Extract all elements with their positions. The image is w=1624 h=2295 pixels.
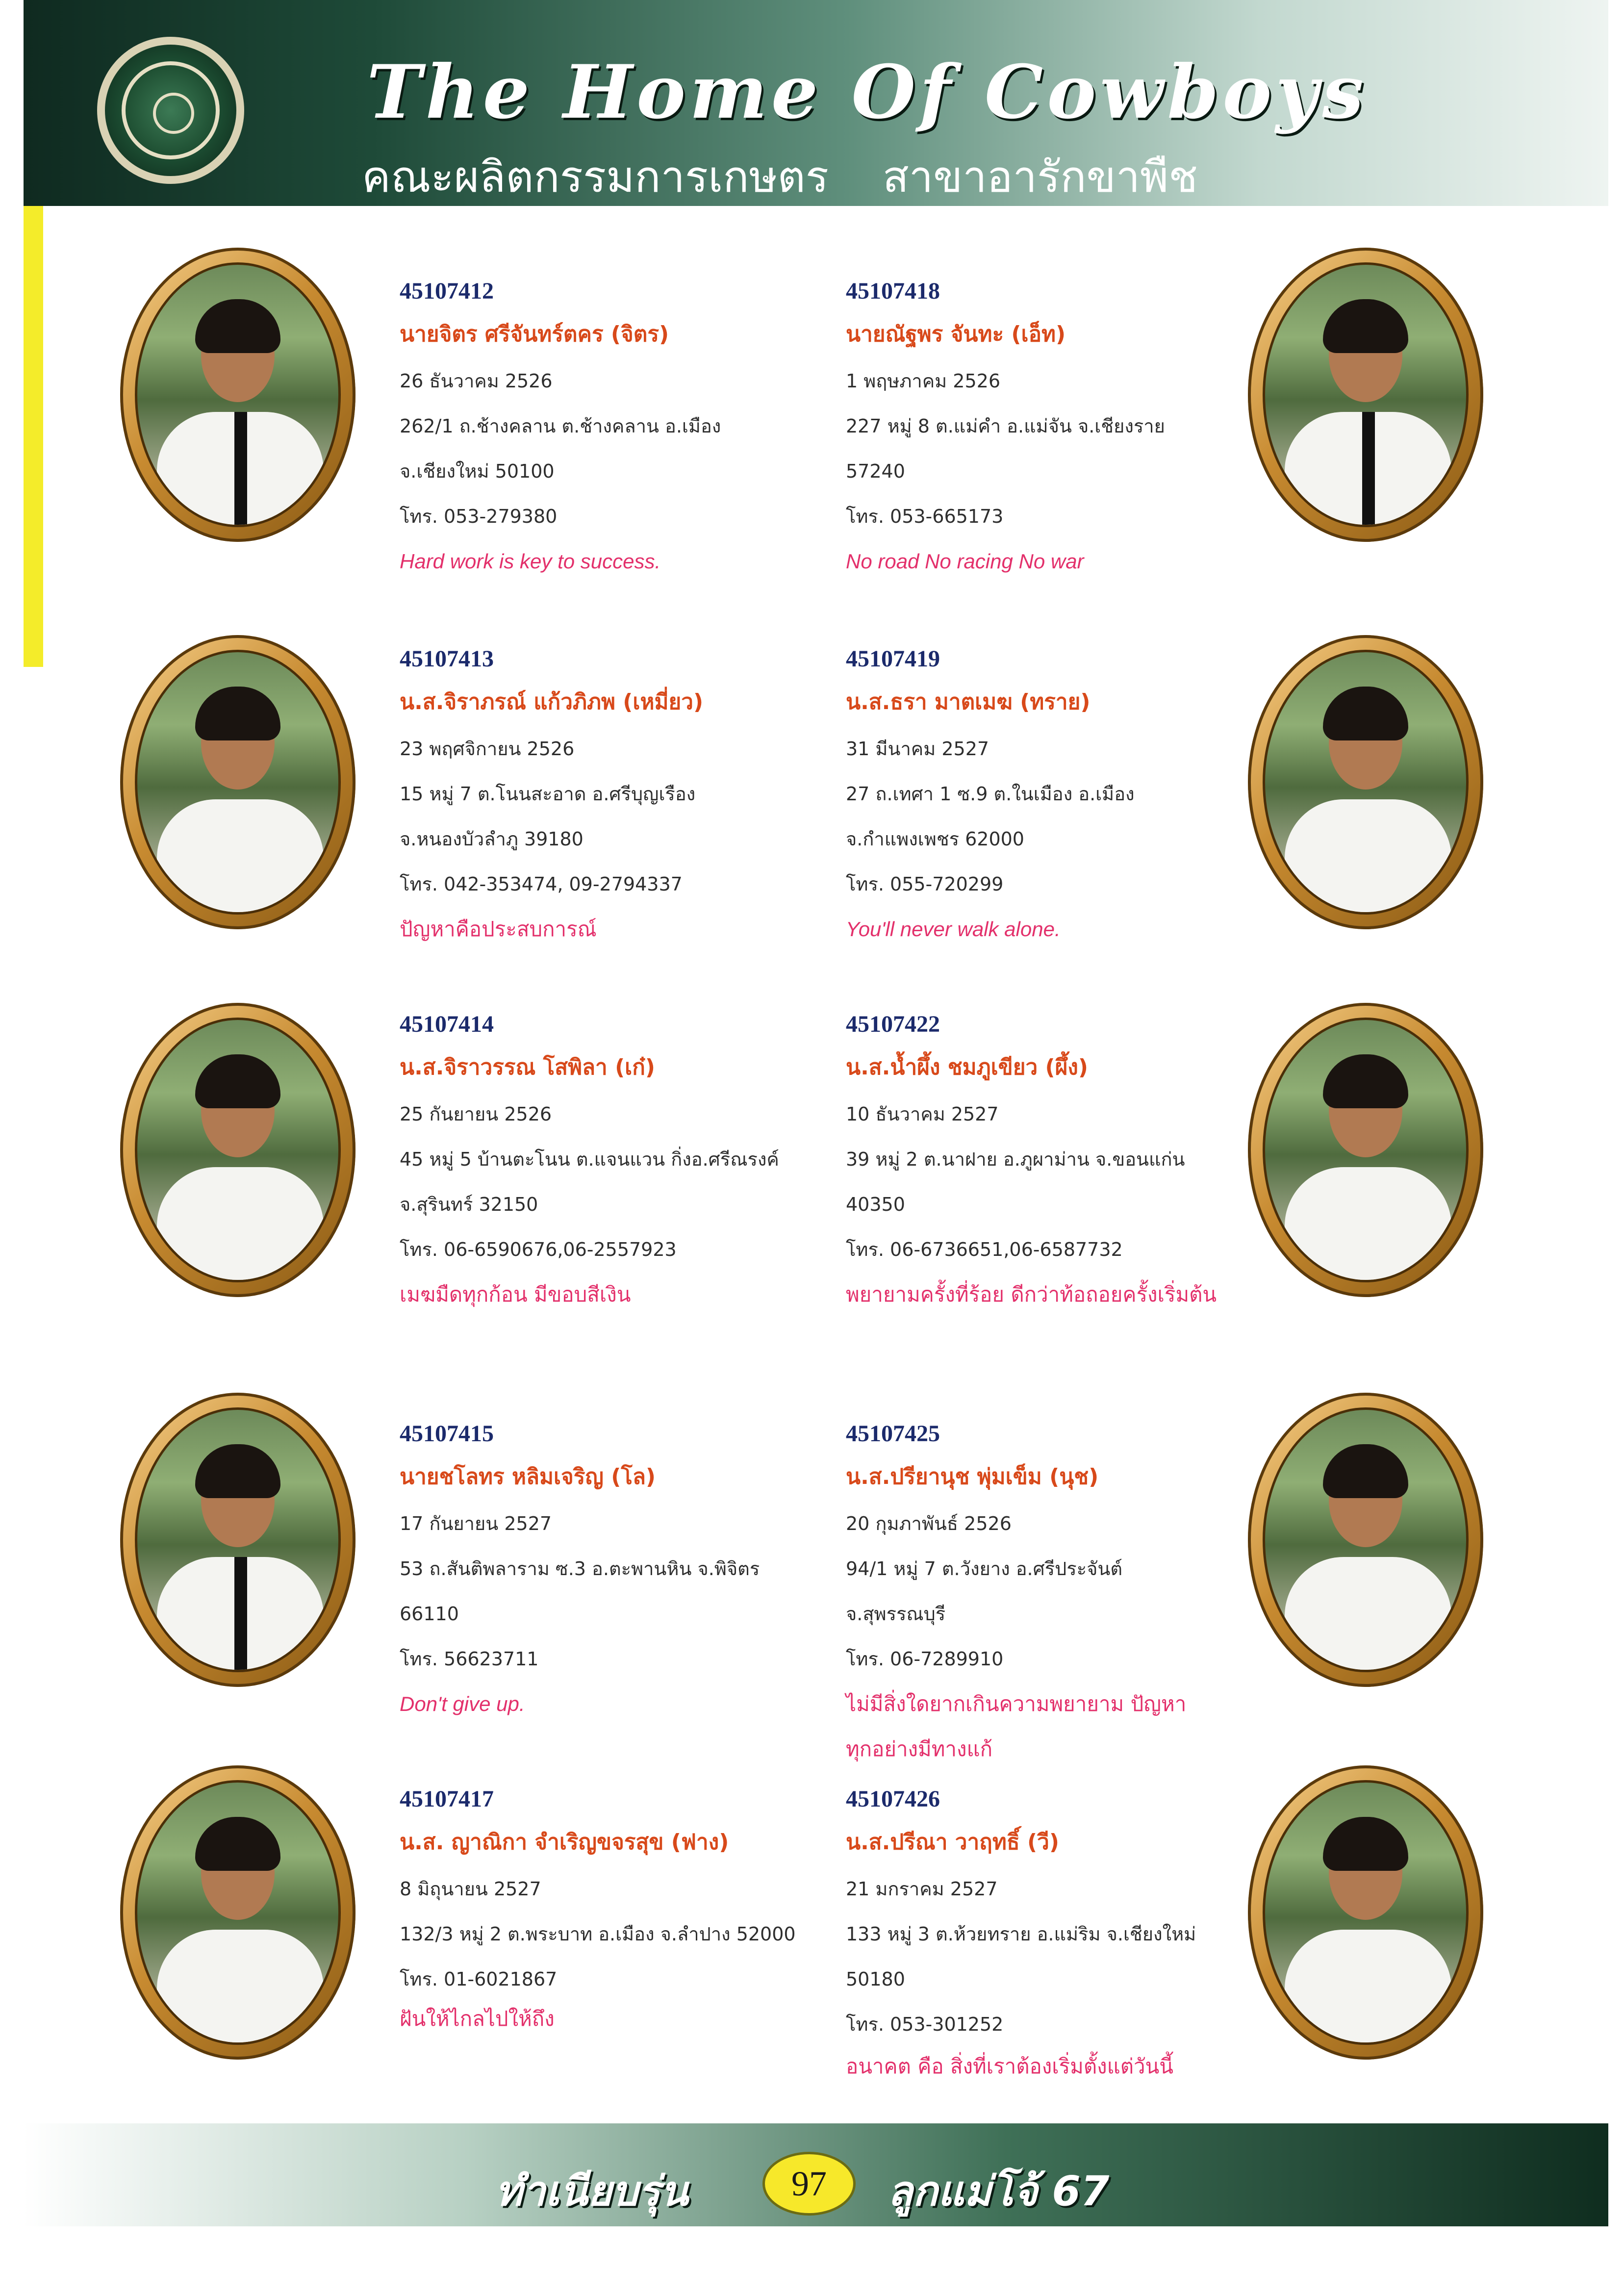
address-line: 40350 [846, 1194, 905, 1215]
address-line: 57240 [846, 460, 905, 482]
student-id: 45107414 [400, 1011, 494, 1037]
phone-number: โทร. 053-665173 [846, 506, 1004, 527]
address-line: จ.สุรินทร์ 32150 [400, 1194, 538, 1215]
student-id: 45107426 [846, 1786, 940, 1812]
student-photo [120, 248, 355, 542]
student-photo [120, 1393, 355, 1687]
address-line: จ.สุพรรณบุรี [846, 1603, 946, 1625]
address-line: 15 หมู่ 7 ต.โนนสะอาด อ.ศรีบุญเรือง [400, 783, 696, 805]
address-line: 27 ถ.เทศา 1 ซ.9 ต.ในเมือง อ.เมือง [846, 783, 1135, 805]
footer-yearbook-title: ทำเนียบรุ่น [495, 2167, 688, 2215]
address-line: 66110 [400, 1603, 459, 1625]
student-entry [400, 1415, 782, 1727]
birth-date: 31 มีนาคม 2527 [846, 738, 990, 760]
address-line: 45 หมู่ 5 บ้านตะโนน ต.แจนแวน กิ่งอ.ศรีณรงค์ [400, 1148, 779, 1170]
student-id: 45107425 [846, 1421, 940, 1447]
student-name: นายชโลทร หลิมเจริญ (โล) [400, 1464, 656, 1489]
birth-date: 1 พฤษภาคม 2526 [846, 370, 1001, 392]
birth-date: 20 กุมภาพันธ์ 2526 [846, 1513, 1012, 1534]
address-line: 132/3 หมู่ 2 ต.พระบาท อ.เมือง จ.ลำปาง 52000 [400, 1923, 796, 1945]
student-entry [846, 272, 1228, 584]
student-photo [120, 635, 355, 929]
phone-number: โทร. 06-7289910 [846, 1648, 1004, 1670]
birth-date: 26 ธันวาคม 2526 [400, 370, 553, 392]
student-id: 45107412 [400, 278, 494, 304]
accent-bar [24, 206, 43, 667]
student-entry [400, 640, 782, 952]
motto: No road No racing No war [846, 550, 1084, 573]
faculty-name: คณะผลิตกรรมการเกษตร [362, 152, 829, 202]
student-id: 45107419 [846, 646, 940, 672]
student-photo [1248, 635, 1483, 929]
student-entry [400, 1780, 796, 2036]
student-photo [1248, 1393, 1483, 1687]
student-name: น.ส.จิราภรณ์ แก้วภิภพ (เหมี่ยว) [400, 689, 704, 714]
student-entry [400, 272, 782, 584]
phone-number: โทร. 055-720299 [846, 873, 1004, 895]
footer-class-label: ลูกแม่โจ้ 67 [888, 2167, 1110, 2215]
student-name: น.ส.ปรีณา วาฤทธิ์ (วี) [846, 1830, 1059, 1855]
address-line: จ.หนองบัวลำภู 39180 [400, 828, 584, 850]
birth-date: 17 กันยายน 2527 [400, 1513, 552, 1534]
phone-number: โทร. 06-6736651,06-6587732 [846, 1239, 1123, 1260]
student-name: นายจิตร ศรีจันทร์ตคร (จิตร) [400, 322, 669, 347]
address-line: 39 หมู่ 2 ต.นาฝาย อ.ภูผาม่าน จ.ขอนแก่น [846, 1148, 1185, 1170]
motto: ปัญหาคือประสบการณ์ [400, 917, 597, 941]
student-entry [846, 1780, 1228, 2086]
page-number: 97 [762, 2152, 856, 2216]
address-line: 50180 [846, 1968, 905, 1990]
page-header [24, 0, 1608, 206]
student-name: น.ส.น้ำผึ้ง ชมภูเขียว (ผึ้ง) [846, 1055, 1089, 1080]
phone-number: โทร. 042-353474, 09-2794337 [400, 873, 683, 895]
address-line: จ.เชียงใหม่ 50100 [400, 460, 555, 482]
address-line: 262/1 ถ.ช้างคลาน ต.ช้างคลาน อ.เมือง [400, 415, 721, 437]
address-line: 133 หมู่ 3 ต.ห้วยทราย อ.แม่ริม จ.เชียงใหม่ [846, 1923, 1196, 1945]
student-photo [1248, 1003, 1483, 1297]
motto: อนาคต คือ สิ่งที่เราต้องเริ่มตั้งแต่วันนี้ [846, 2054, 1173, 2078]
student-id: 45107413 [400, 646, 494, 672]
department-name: สาขาอารักขาพืช [882, 152, 1198, 202]
student-name: น.ส.จิราวรรณ โสพิลา (เก๋) [400, 1055, 655, 1080]
student-id: 45107422 [846, 1011, 940, 1037]
phone-number: โทร. 053-279380 [400, 506, 558, 527]
student-id: 45107415 [400, 1421, 494, 1447]
birth-date: 21 มกราคม 2527 [846, 1878, 998, 1900]
phone-number: โทร. 56623711 [400, 1648, 539, 1670]
student-photo [120, 1765, 355, 2060]
motto: พยายามครั้งที่ร้อย ดีกว่าท้อถอยครั้งเริ่มต้น [846, 1282, 1217, 1306]
student-name: น.ส.ธรา มาตเมฆ (ทราย) [846, 689, 1091, 714]
motto: ไม่มีสิ่งใดยากเกินความพยายาม ปัญหา [846, 1692, 1187, 1716]
address-line: จ.กำแพงเพชร 62000 [846, 828, 1024, 850]
birth-date: 23 พฤศจิกายน 2526 [400, 738, 575, 760]
motto: ทุกอย่างมีทางแก้ [846, 1737, 993, 1761]
birth-date: 10 ธันวาคม 2527 [846, 1103, 999, 1125]
phone-number: โทร. 06-6590676,06-2557923 [400, 1239, 677, 1260]
student-name: น.ส. ญาณิกา จำเริญขจรสุข (ฟาง) [400, 1830, 729, 1855]
student-entry [846, 640, 1228, 952]
phone-number: โทร. 053-301252 [846, 2014, 1004, 2035]
birth-date: 25 กันยายน 2526 [400, 1103, 552, 1125]
student-photo [1248, 248, 1483, 542]
student-entry [846, 1415, 1228, 1772]
address-line: 227 หมู่ 8 ต.แม่คำ อ.แม่จัน จ.เชียงราย [846, 415, 1165, 437]
phone-number: โทร. 01-6021867 [400, 1968, 558, 1990]
motto: เมฆมืดทุกก้อน มีขอบสีเงิน [400, 1282, 631, 1306]
motto: ฝันให้ไกลไปให้ถึง [400, 2007, 555, 2031]
student-entry [400, 1005, 782, 1317]
motto: You'll never walk alone. [846, 918, 1061, 941]
student-id: 45107418 [846, 278, 940, 304]
student-name: น.ส.ปรียานุช พุ่มเข็ม (นุช) [846, 1464, 1099, 1489]
faculty-subtitle [362, 142, 1198, 211]
address-line: 94/1 หมู่ 7 ต.วังยาง อ.ศรีประจันต์ [846, 1558, 1123, 1580]
motto: Hard work is key to success. [400, 550, 661, 573]
address-line: 53 ถ.สันติพลาราม ซ.3 อ.ตะพานหิน จ.พิจิตร [400, 1558, 760, 1580]
university-seal-icon [97, 37, 244, 184]
page-title: The Home Of Cowboys [367, 49, 1368, 135]
birth-date: 8 มิถุนายน 2527 [400, 1878, 541, 1900]
student-photo [1248, 1765, 1483, 2060]
student-photo [120, 1003, 355, 1297]
student-id: 45107417 [400, 1786, 494, 1812]
student-name: นายณัฐพร จันทะ (เอ็ท) [846, 322, 1066, 347]
student-entry [846, 1005, 1228, 1317]
motto: Don't give up. [400, 1692, 525, 1715]
